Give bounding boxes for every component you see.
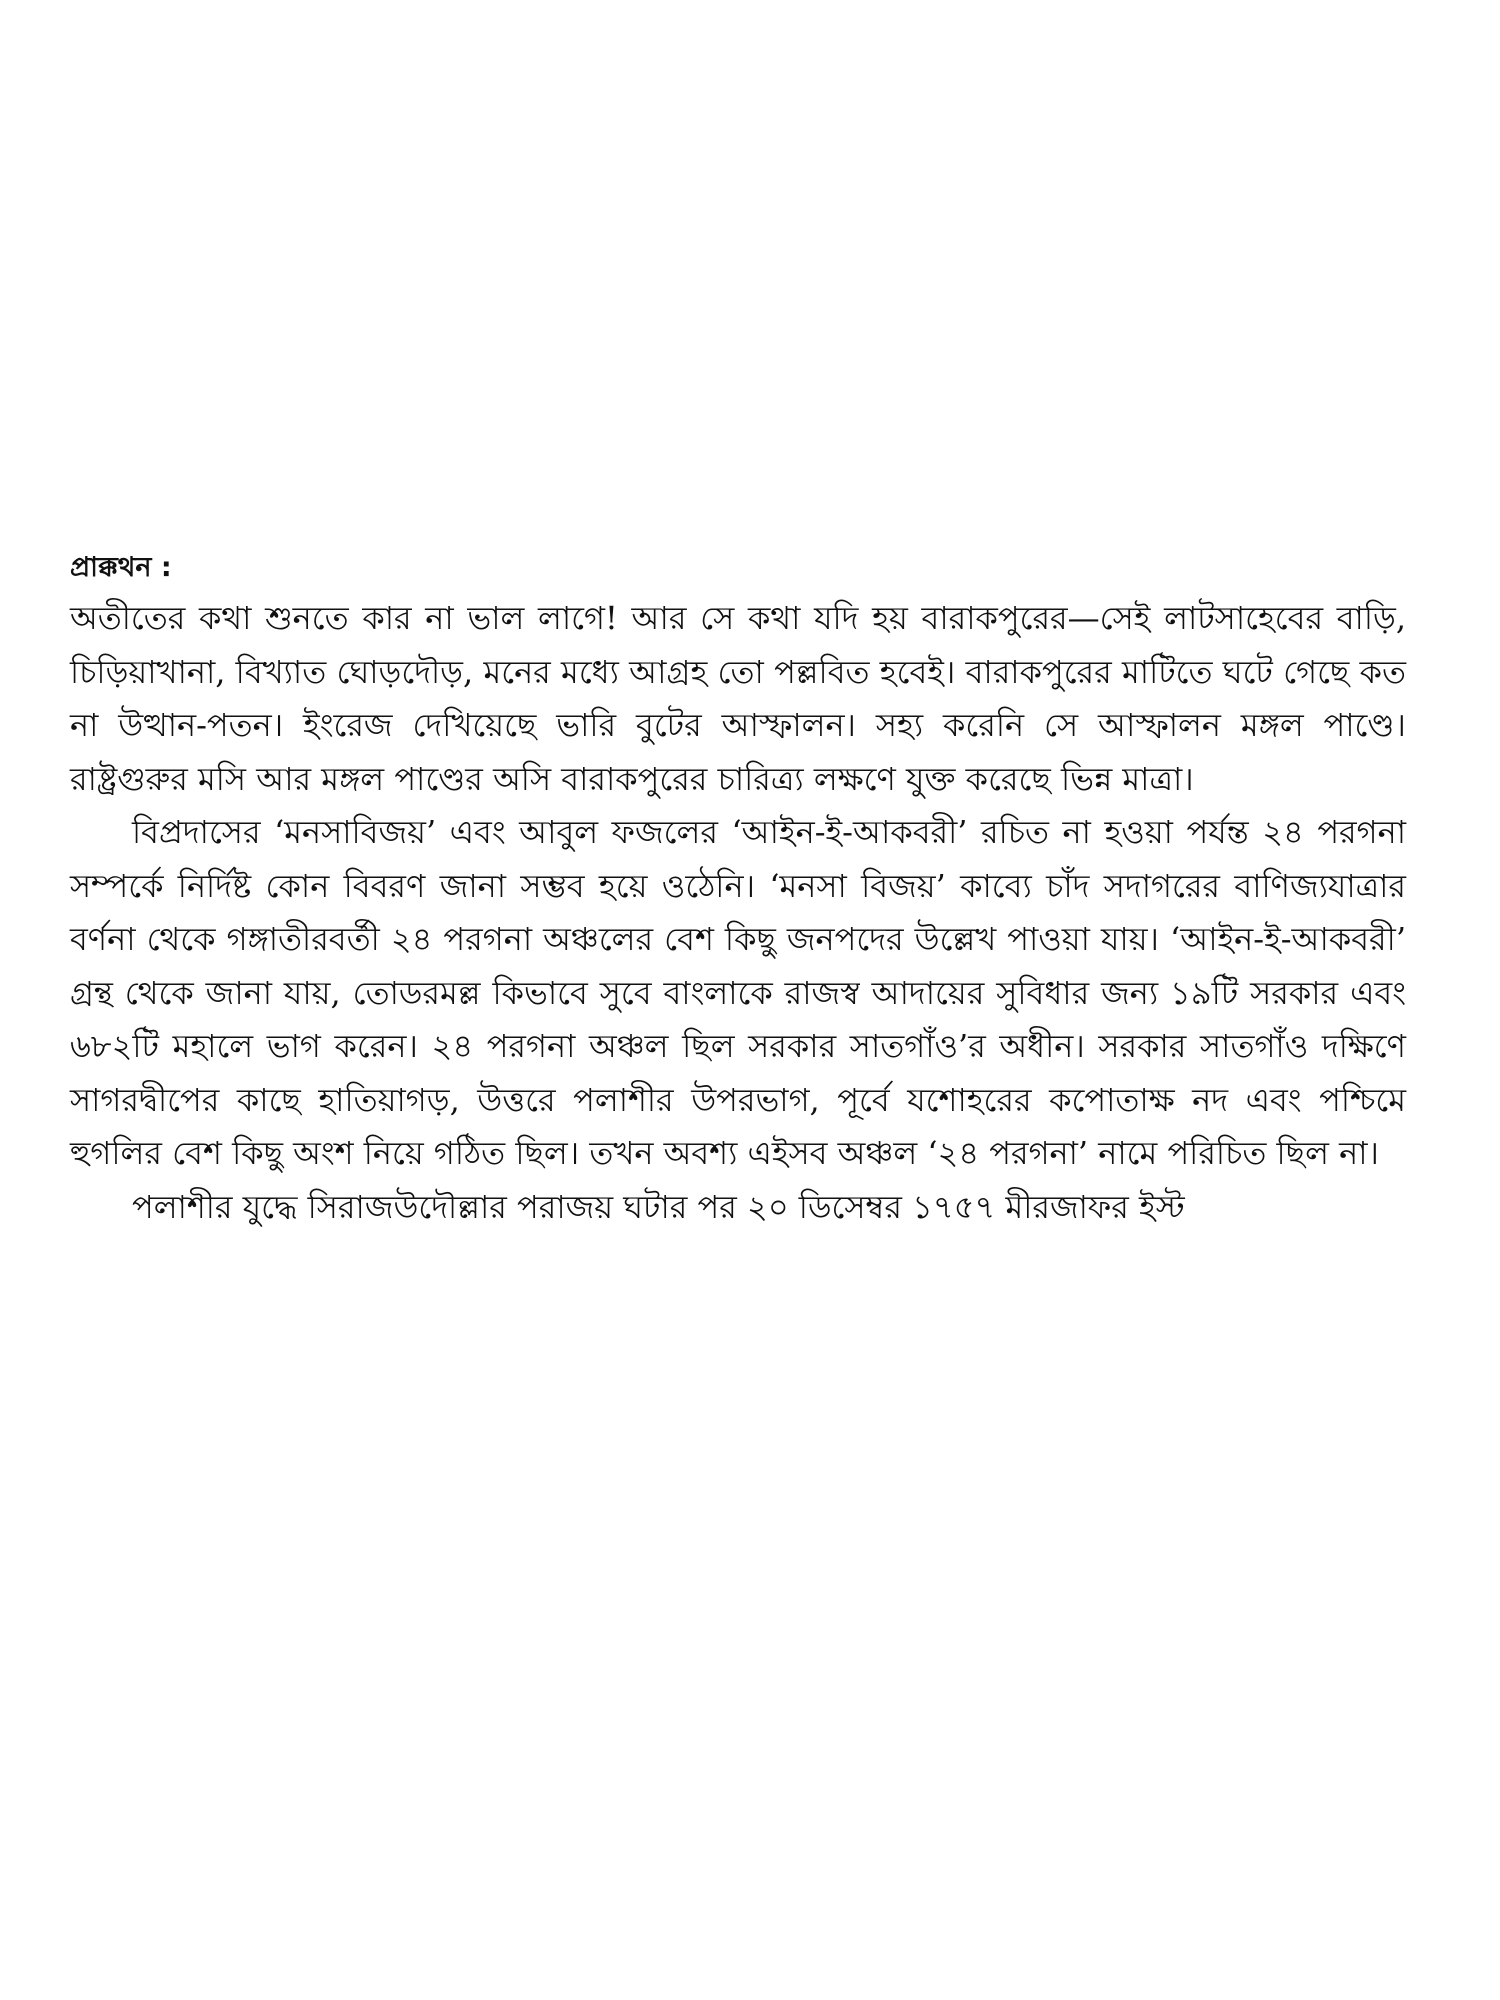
paragraph-2: বিপ্রদাসের ‘মনসাবিজয়’ এবং আবুল ফজলের ‘আইন-ই-আকবরী’ রচিত না হওয়া পর্যন্ত ২৪ পরগনা সম্পর্কে নির্দিষ্ট কোন বিবরণ জানা সম্ভব হয়ে ওঠেনি। ‘মনসা বিজয়’ কাব্যে চাঁদ সদাগরের বাণিজ্যযাত্রার বর্ণনা থেকে গঙ্গাতীরবর্তী ২৪ পরগনা অঞ্চলের বেশ কিছু জনপদের উল্লেখ পাওয়া যায়। ‘আইন-ই-আকবরী’ গ্রন্থ থেকে জানা যায়, তোডরমল্ল কিভাবে সুবে বাংলাকে রাজস্ব আদায়ের সুবিধার জন্য ১৯টি সরকার এবং ৬৮২টি মহালে ভাগ করেন। ২৪ পরগনা অঞ্চল ছিল সরকার সাতগাঁও’র অধীন। সরকার সাতগাঁও দক্ষিণে সাগরদ্বীপের কাছে হাতিয়াগড়, উত্তরে পলাশীর উপরভাগ, পূর্বে যশোহরের কপোতাক্ষ নদ এবং পশ্চিমে হুগলির বেশ কিছু অংশ নিয়ে গঠিত ছিল। তখন অবশ্য এইসব অঞ্চল ‘২৪ পরগনা’ নামে পরিচিত ছিল না। bbox=[70, 813, 1406, 1172]
section-heading: প্রাক্কথন : bbox=[70, 552, 172, 583]
document-page bbox=[70, 548, 1406, 1234]
paragraph-1: অতীতের কথা শুনতে কার না ভাল লাগে! আর সে কথা যদি হয় বারাকপুরের—সেই লাটসাহেবের বাড়ি, চিড়িয়াখানা, বিখ্যাত ঘোড়দৌড়, মনের মধ্যে আগ্রহ তো পল্লবিত হবেই। বারাকপুরের মাটিতে ঘটে গেছে কত না উত্থান-পতন। ইংরেজ দেখিয়েছে ভারি বুটের আস্ফালন। সহ্য করেনি সে আস্ফালন মঙ্গল পাণ্ডে। রাষ্ট্রগুরুর মসি আর মঙ্গল পাণ্ডের অসি বারাকপুরের চারিত্র্য লক্ষণে যুক্ত করেছে ভিন্ন মাত্রা। bbox=[70, 599, 1406, 798]
paragraph-3: পলাশীর যুদ্ধে সিরাজউদৌল্লার পরাজয় ঘটার পর ২০ ডিসেম্বর ১৭৫৭ মীরজাফর ইস্ট bbox=[132, 1187, 1185, 1226]
